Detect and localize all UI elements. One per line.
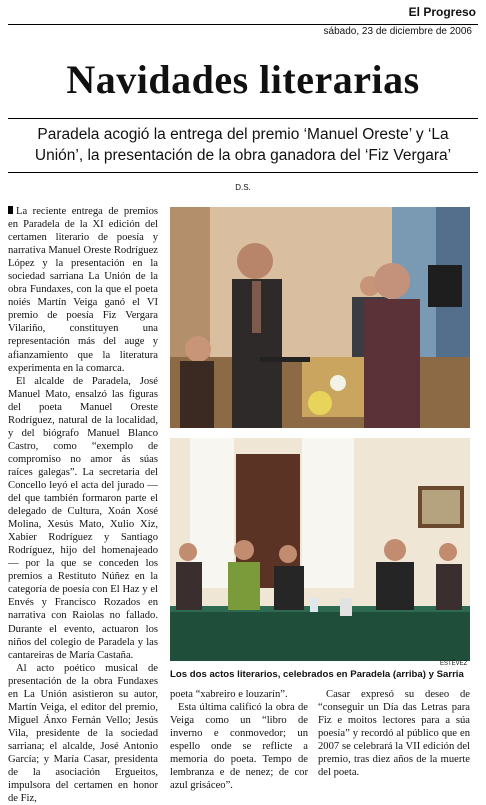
subhead-rule-bottom (8, 172, 478, 173)
article-column-2 (170, 688, 308, 792)
col2-paragraph-1: poeta “xabreiro e louzarín”. (170, 689, 288, 700)
headline: Navidades literarias (66, 57, 420, 102)
article-column-1 (8, 205, 158, 805)
photo-credit: ESTÉVEZ (440, 661, 468, 667)
photo-caption: Los dos actos literarios, celebrados en Paradela (arriba) y Sarria (170, 669, 464, 680)
col3-paragraph-1: Casar expresó su deseo de “conseguir un Día das Letras para Fiz e moitos lectores para a súa poesía” y recordó al público que en 2007 se celebrará la VII edición del premio, tras diez años de la muerte del poeta. (318, 689, 470, 779)
dateline: sábado, 23 de diciembre de 2006 (323, 26, 472, 37)
subhead-rule-top (8, 118, 478, 119)
col1-paragraph-1: La reciente entrega de premios en Paradela de la XI edición del certamen literario de poesía y narrativa Manuel Oreste Rodríguez López y la presentación en la sociedad sarriana La Unión de la obra Fundaxes, con la que el poeta noiés Martín Veiga ganó el VI premio de poesía Fiz Vergara Vilariño, constituyen una representación más del auge y afianzamiento que la literatura experimenta en la comarca. (8, 206, 158, 374)
photo-book-presentation (170, 438, 470, 661)
col1-paragraph-2: El alcalde de Paradela, José Manuel Mato, ensalzó las figuras del poeta Manuel Oreste Rodríguez, natural de la localidad, y del biógrafo Manuel Blanco Castro, como “exemplo de compromiso no amor ás súas raíces galegas”. La secretaria del Concello leyó el acta del jurado —del que también formaron parte el delegado de Cultura, Xoán Xosé Molina, Xesús Mato, Xulio Xiz, Xabier Rodríguez y Santiago Rodríguez, hijo del homenajeado— por la que se conceden los premios a Restituto Núñez en la categoría de poesía con El Haz y el Envés y Francisco Rozados en narrativa con Raiolas no fallado. Durante el evento, actuaron los niños del colegio de Paradela y las cantareiras de María Castaña. (8, 375, 158, 661)
photo-award-ceremony (170, 207, 470, 428)
article-column-3 (318, 688, 470, 779)
newspaper-name: El Progreso (408, 5, 476, 19)
masthead (8, 0, 478, 25)
paragraph-marker (8, 206, 13, 214)
col1-paragraph-3: Al acto poético musical de presentación de la obra Fundaxes en La Unión asistieron su autor, Martín Veiga, el editor del premio, Miguel Ánxo Fernán Vello; Jesús Vila, presidente de la sociedad sarriana; el alcalde, José Antonio García; y María Casar, presidenta de la asociación Ergueitos, impulsora del certamen en honor de Fiz, (8, 662, 158, 805)
byline: D.S. (235, 183, 251, 192)
col2-paragraph-2: Esta última calificó la obra de Veiga como un “libro de inverno e conmovedor; un espello onde se reflicte a memoria do poeta. Tempo de lembranza e de nenez; de cor azul grisáceo”. (170, 702, 308, 792)
subhead: Paradela acogió la entrega del premio ‘Manuel Oreste’ y ‘La Unión’, la presentación de la obra ganadora del ‘Fiz Vergara’ (34, 126, 452, 164)
